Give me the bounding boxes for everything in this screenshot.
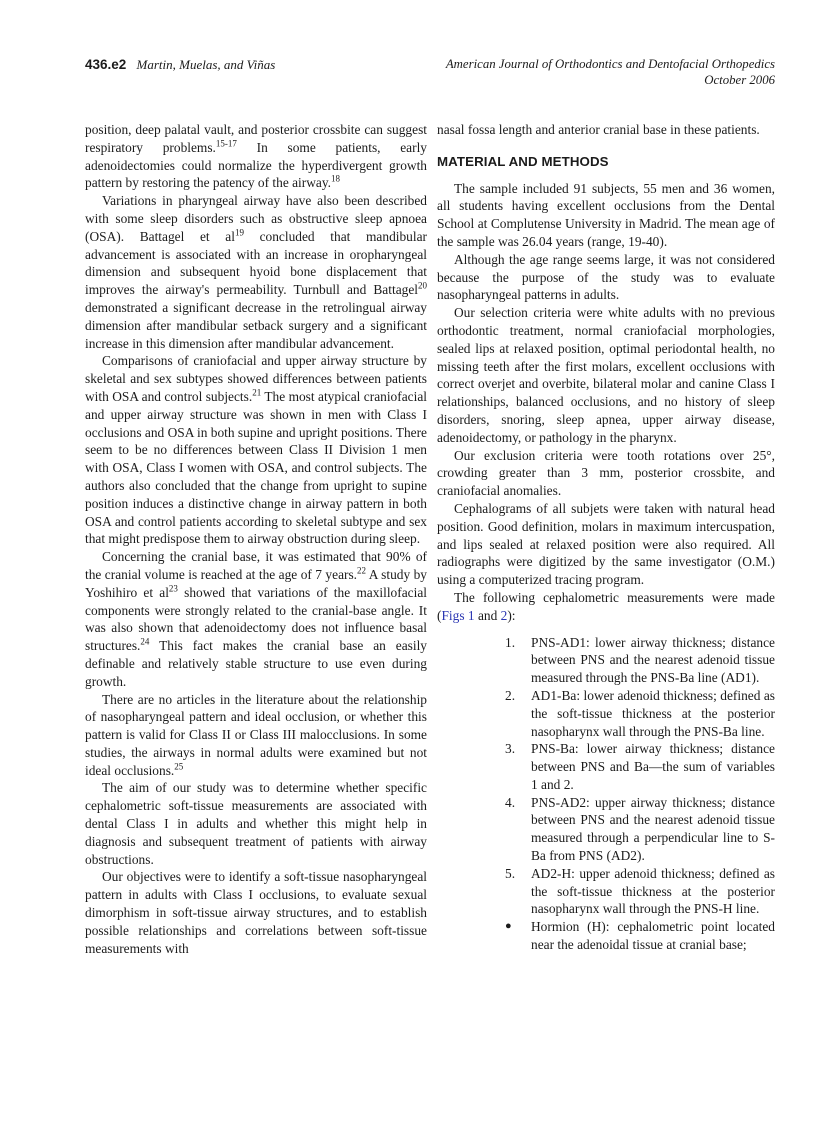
list-item <box>505 865 775 918</box>
paragraph: The aim of our study was to determine whether specific cephalometric soft-tissue measurements are associated with dental Class I in adults and whether this might help in diagnosis and subsequent treatment of patients with airway obstructions. <box>85 780 427 867</box>
paragraph-text: and <box>474 607 501 623</box>
paragraph <box>85 192 427 352</box>
journal-date: October 2006 <box>704 72 775 87</box>
authors: Martin, Muelas, and Viñas <box>136 57 276 72</box>
reference-superscript: 19 <box>234 227 244 238</box>
paragraph-text: This fact makes the cranial base an easily definable and relatively stable structure to use even during growth. <box>85 638 427 689</box>
page-number: 436.e2 <box>85 57 127 72</box>
paragraph-text: showed that variations of the maxillofacial components were strongly related to the cranial-base angle. It was also shown that adenoidectomy does not influence basal structures. <box>85 584 427 654</box>
list-item-text: PNS-AD1: lower airway thickness; distance between PNS and the nearest adenoid tissue measured through the PNS-Ba line (AD1). <box>531 634 775 686</box>
list-marker: 3. <box>505 741 516 757</box>
paragraph <box>85 548 427 690</box>
paragraph-text: demonstrated a significant decrease in the retrolingual airway dimension after mandibular setback surgery and a significant increase in this dimension after mandibular advancement. <box>85 299 427 351</box>
journal-name: American Journal of Orthodontics and Dentofacial Orthopedics <box>445 57 775 71</box>
paragraph <box>85 121 427 192</box>
two-column-body <box>85 121 775 957</box>
paragraph-text: The most atypical craniofacial and upper airway structure was shown in men with Class I occlusions and OSA in both supine and upright positions. There seem to be no differences between Class II Division 1 men with OSA, Class I women with OSA, and control subjects. The authors also concluded that the change from upright to supine position induces a distinctive change in airway pattern in both OSA and control patients according to skeletal subtype and sex that might predispose them to airway obstruction during sleep. <box>85 388 427 547</box>
paragraph-text: Variations in pharyngeal airway have also been described with some sleep disorders such as obstructive sleep apnoea (OSA). Battagel et al <box>85 193 427 244</box>
running-head-right <box>446 57 775 88</box>
paragraph-text: position, deep palatal vault, and posterior crossbite can suggest respiratory problems. <box>85 122 427 155</box>
list-marker: 1. <box>505 634 516 650</box>
list-item-text: AD1-Ba: lower adenoid thickness; defined as the soft-tissue thickness at the posterior nasopharynx wall through the PNS-Ba line. <box>531 687 775 739</box>
list-item <box>505 918 775 954</box>
paragraph: Our selection criteria were white adults with no previous orthodontic treatment, normal craniofacial morphologies, sealed lips at relaxed position, optimal periodontal health, no missing teeth after the first molars, excellent occlusions with correct overjet and overbite, bilateral molar and canine Class I relationships, balanced occlusions, and no history of sleep disorders, snoring, sleep apnea, upper airway disease, adenoidectomy, or pathology in the pharynx. <box>437 305 775 445</box>
figure-1-link[interactable]: Figs 1 <box>441 607 475 623</box>
figure-2-link[interactable]: 2 <box>500 607 508 623</box>
paragraph <box>85 691 427 780</box>
reference-superscript: 23 <box>168 583 178 594</box>
list-marker: 5. <box>505 865 516 881</box>
paragraph-text: ): <box>507 607 516 623</box>
list-item <box>505 794 775 865</box>
reference-superscript: 15-17 <box>215 138 237 149</box>
list-item <box>505 687 775 740</box>
list-item-text: AD2-H: upper adenoid thickness; defined as the soft-tissue thickness at the posterior nasopharynx wall through the PNS-H line. <box>531 865 775 917</box>
reference-superscript: 22 <box>357 565 367 576</box>
reference-superscript: 20 <box>418 280 427 291</box>
bullet-icon: ● <box>505 920 512 933</box>
paragraph-text: concluded that mandibular advancement is associated with an increase in oropharyngeal dimension and subsequent hyoid bone displacement that improves the airway's permeability. Turnbull and Battagel <box>85 228 427 298</box>
paragraph-text: The following cephalometric measurements were made ( <box>437 589 775 623</box>
paragraph-text: A study by Yoshihiro et al <box>85 566 427 600</box>
list-item-text: PNS-Ba: lower airway thickness; distance between PNS and Ba—the sum of variables 1 and 2. <box>531 741 775 792</box>
list-item <box>505 740 775 793</box>
paragraph: Our exclusion criteria were tooth rotations over 25°, crowding greater than 3 mm, posterior crossbite, and craniofacial anomalies. <box>437 447 775 499</box>
reference-superscript: 24 <box>140 636 150 647</box>
page-header <box>85 57 775 88</box>
paragraph-text: Concerning the cranial base, it was estimated that 90% of the cranial volume is reached at the age of 7 years. <box>85 549 427 582</box>
reference-superscript: 21 <box>252 387 262 398</box>
paragraph: nasal fossa length and anterior cranial base in these patients. <box>437 122 760 137</box>
paragraph-text: There are no articles in the literature about the relationship of nasopharyngeal pattern and ideal occlusion, or whether this pattern is valid for Class II or Class III malocclusions. In some studies, the airways in normal adults were examined but not ideal occlusions. <box>85 691 427 778</box>
paragraph: The sample included 91 subjects, 55 men and 36 women, all students having excellent occlusions from the Dental School at Complutense University in Madrid. The mean age of the sample was 26.04 years (range, 19-40). <box>437 180 775 249</box>
list-item-text: Hormion (H): cephalometric point located near the adenoidal tissue at cranial base; <box>531 919 775 953</box>
paragraph-text: In some patients, early adenoidectomies could normalize the hyperdivergent growth pattern by restoring the patency of the airway. <box>85 139 427 191</box>
paragraph: Although the age range seems large, it was not considered because the purpose of the study was to evaluate nasopharyngeal patterns in adults. <box>437 251 775 303</box>
reference-superscript: 18 <box>331 173 341 184</box>
paragraph <box>437 589 775 625</box>
paragraph-text: Comparisons of craniofacial and upper airway structure by skeletal and sex subtypes showed differences between patients with OSA and control subjects. <box>85 353 427 404</box>
list-marker: 2. <box>505 687 516 703</box>
running-head-left <box>85 57 275 73</box>
paragraph <box>85 352 427 548</box>
left-column <box>85 121 427 957</box>
list-marker: 4. <box>505 794 516 810</box>
list-item-text: PNS-AD2: upper airway thickness; distance between PNS and the nearest adenoid tissue measured through a perpendicular line to S-Ba from PNS (AD2). <box>531 794 775 864</box>
right-column <box>437 121 775 957</box>
reference-superscript: 25 <box>174 761 184 772</box>
paragraph: Cephalograms of all subjets were taken with natural head position. Good definition, molars in maximum intercuspation, and lips sealed at relaxed position were also required. All radiographs were digitized by the same investigator (O.M.) using a computerized tracing program. <box>437 500 775 588</box>
section-heading-material-and-methods: MATERIAL AND METHODS <box>437 153 609 169</box>
list-item <box>505 634 775 687</box>
paragraph: Our objectives were to identify a soft-tissue nasopharyngeal pattern in adults with Class I occlusions, to evaluate sexual dimorphism in soft-tissue airway structures, and to establish possible relationships and correlations between soft-tissue measurements with <box>85 869 427 956</box>
measurements-list <box>505 634 775 954</box>
